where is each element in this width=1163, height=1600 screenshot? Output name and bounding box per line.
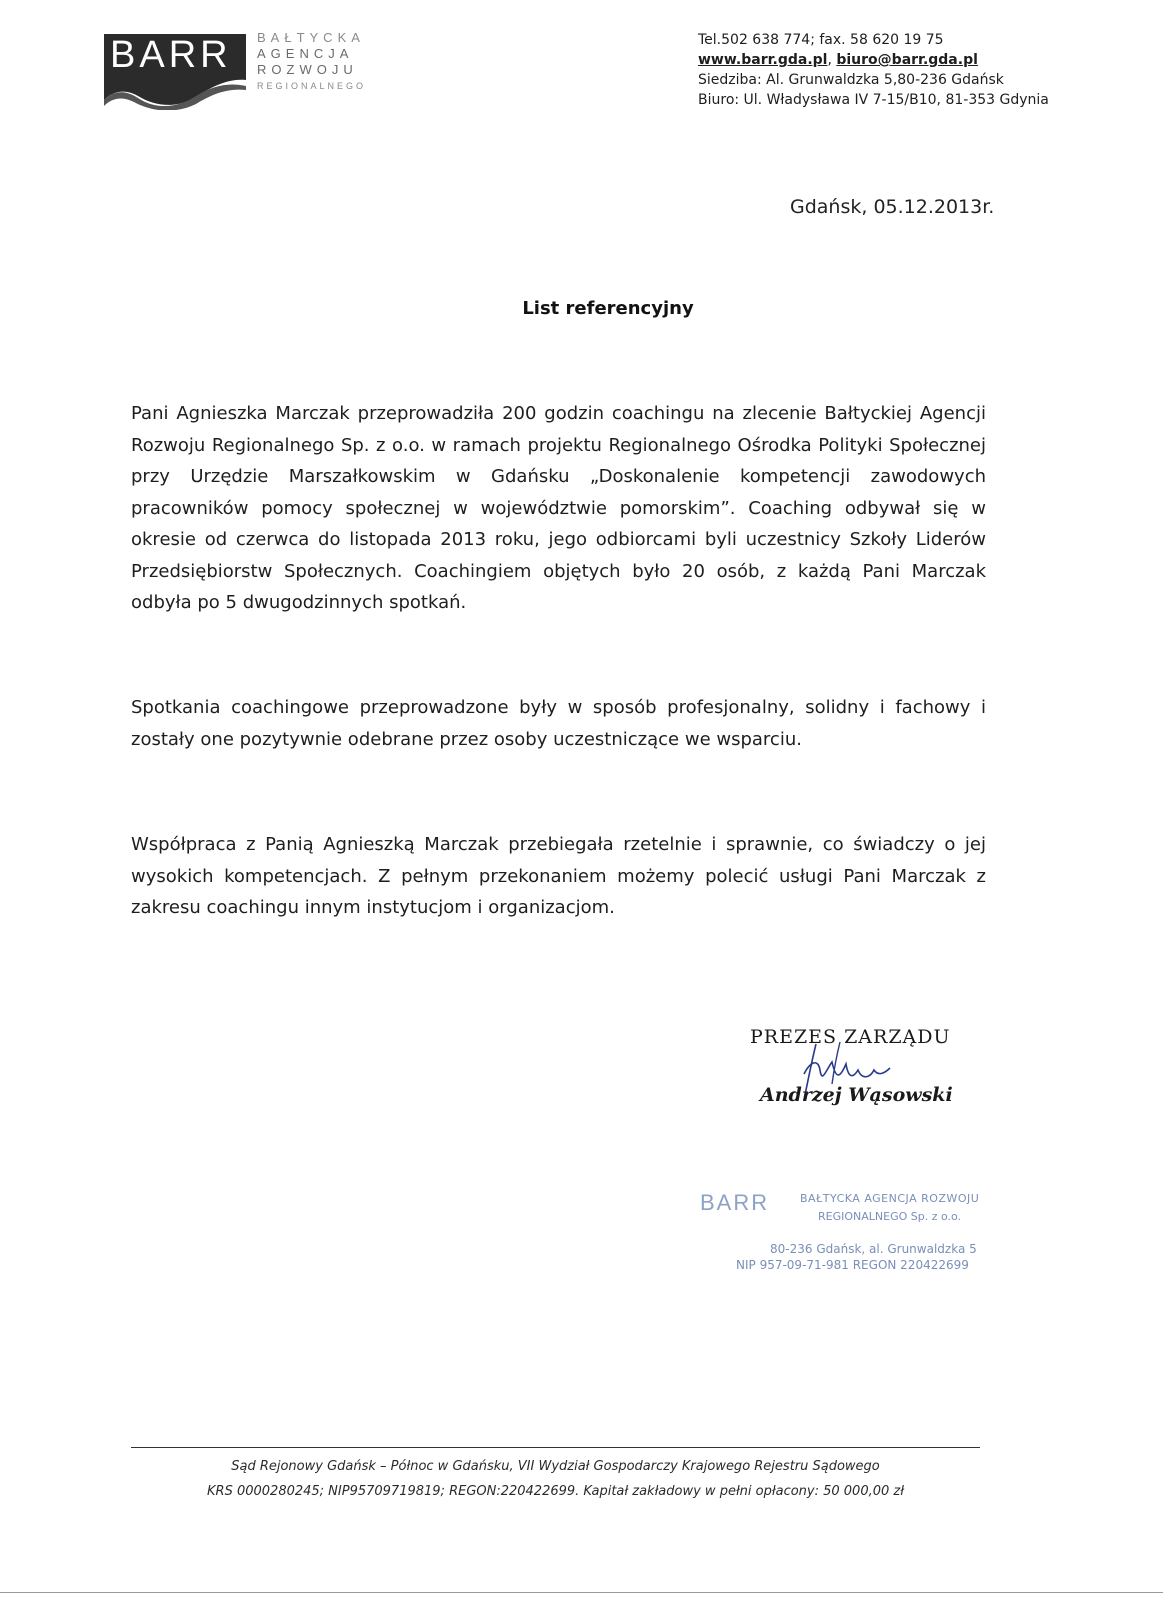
logo-line-4: REGIONALNEGO bbox=[257, 81, 367, 91]
email-link[interactable]: biuro@barr.gda.pl bbox=[836, 52, 978, 68]
footer-divider bbox=[131, 1447, 980, 1448]
contact-phone: Tel.502 638 774; fax. 58 620 19 75 bbox=[698, 32, 944, 48]
footer-line-1: Sąd Rejonowy Gdańsk – Północ w Gdańsku, VII Wydział Gospodarczy Krajowego Rejestru Sądowego bbox=[231, 1459, 880, 1474]
letter-date: Gdańsk, 05.12.2013r. bbox=[790, 196, 995, 218]
stamp-line-4: NIP 957-09-71-981 REGON 220422699 bbox=[736, 1258, 969, 1272]
contact-links-line bbox=[698, 50, 1049, 70]
page-edge-line bbox=[0, 1592, 1163, 1593]
logo-tagline bbox=[257, 30, 366, 94]
stamp-logo: BARR bbox=[700, 1190, 770, 1215]
stamp-line-2: REGIONALNEGO Sp. z o.o. bbox=[818, 1210, 962, 1223]
company-stamp bbox=[700, 1190, 1000, 1270]
logo-line-2: AGENCJA bbox=[257, 46, 354, 61]
paragraph-1: Pani Agnieszka Marczak przeprowadziła 200 godzin coachingu na zlecenie Bałtyckiej Agencji Rozwoju Regionalnego Sp. z o.o. w ramach projektu Regionalnego Ośrodka Polityki Społecznej przy Urzędzie Marszałkowskim w Gdańsku „Doskonalenie kompetencji zawodowych pracowników pomocy społecznej w województwie pomorskim”. Coaching odbywał się w okresie od czerwca do listopada 2013 roku, jego odbiorcami byli uczestnicy Szkoły Liderów Przedsiębiorstw Społecznych. Coachingiem objętych było 20 osób, z każdą Pani Marczak odbyła po 5 dwugodzinnych spotkań. bbox=[131, 403, 986, 613]
signature-role: PREZES ZARZĄDU bbox=[750, 1026, 951, 1048]
paragraph-3: Współpraca z Panią Agnieszką Marczak przebiegała rzetelnie i sprawnie, co świadczy o jej wysokich kompetencjach. Z pełnym przekonaniem możemy polecić usługi Pani Marczak z zakresu coachingu innym instytucjom i organizacjom. bbox=[131, 834, 986, 918]
signatory-name: Andrzej Wąsowski bbox=[760, 1084, 953, 1106]
company-logo bbox=[104, 30, 374, 110]
website-link[interactable]: www.barr.gda.pl bbox=[698, 52, 828, 68]
footer-line-2: KRS 0000280245; NIP95709719819; REGON:220422699. Kapitał zakładowy w pełni opłacony: 50 000,00 zł bbox=[207, 1484, 904, 1499]
contact-block bbox=[698, 30, 1049, 110]
logo-wordmark: BARR bbox=[110, 34, 232, 76]
contact-separator: , bbox=[827, 52, 837, 68]
stamp-line-1: BAŁTYCKA AGENCJA ROZWOJU bbox=[800, 1192, 980, 1205]
letter-title: List referencyjny bbox=[522, 298, 694, 319]
logo-line-1: BAŁTYCKA bbox=[257, 30, 365, 45]
paragraph-2: Spotkania coachingowe przeprowadzone były w sposób profesjonalny, solidny i fachowy i zostały one pozytywnie odebrane przez osoby uczestniczące we wsparciu. bbox=[131, 697, 986, 750]
contact-office: Biuro: Ul. Władysława IV 7-15/B10, 81-353 Gdynia bbox=[698, 92, 1049, 108]
stamp-line-3: 80-236 Gdańsk, al. Grunwaldzka 5 bbox=[770, 1242, 977, 1256]
logo-line-3: ROZWOJU bbox=[257, 62, 358, 77]
contact-seat: Siedziba: Al. Grunwaldzka 5,80-236 Gdańsk bbox=[698, 72, 1004, 88]
